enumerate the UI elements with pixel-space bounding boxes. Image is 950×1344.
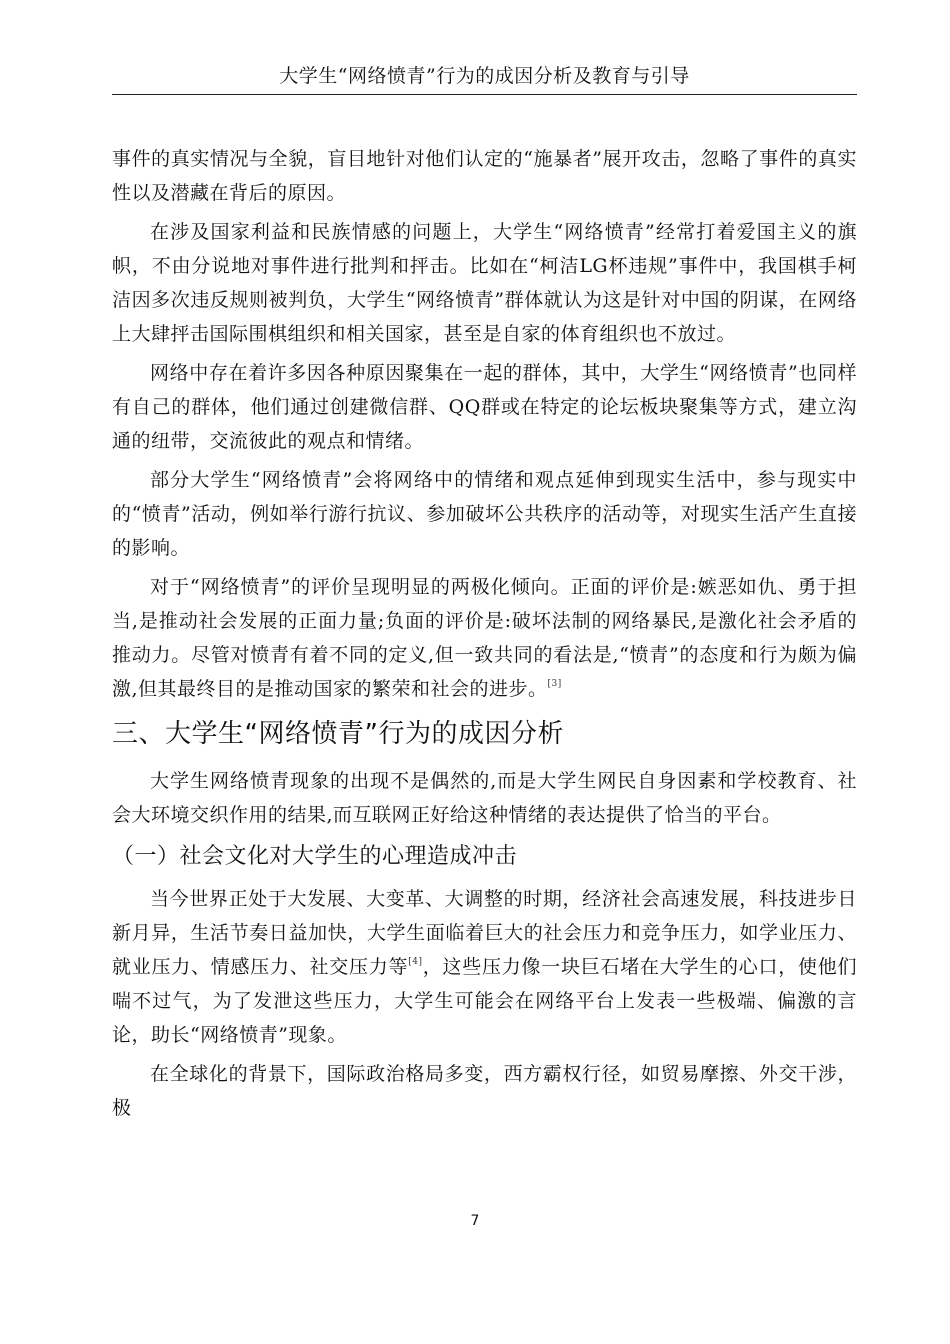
paragraph-patriotism: 在涉及国家利益和民族情感的问题上，大学生“网络愤青”经常打着爱国主义的旗帜，不由分说地对事件进行批判和抨击。比如在“柯洁LG杯违规”事件中，我国棋手柯洁因多次违反规则被判负，大学生“网络愤青”群体就认为这是针对中国的阴谋，在网络上大肆抨击国际围棋组织和相关国家，甚至是自家的体育组织也不放过。 [112, 221, 857, 345]
paragraph-real-life: 部分大学生“网络愤青”会将网络中的情绪和观点延伸到现实生活中，参与现实中的“愤青”活动，例如举行游行抗议、参加破坏公共秩序的活动等，对现实生活产生直接的影响。 [112, 469, 857, 559]
paragraph-evaluation [112, 570, 857, 706]
paragraph-groups: 网络中存在着许多因各种原因聚集在一起的群体，其中，大学生“网络愤青”也同样有自己的群体，他们通过创建微信群、QQ群或在特定的论坛板块聚集等方式，建立沟通的纽带，交流彼此的观点和情绪。 [112, 362, 857, 452]
running-header-title: 大学生“网络愤青”行为的成因分析及教育与引导 [279, 65, 690, 87]
paragraph-section-intro: 大学生网络愤青现象的出现不是偶然的,而是大学生网民自身因素和学校教育、社会大环境交织作用的结果,而互联网正好给这种情绪的表达提供了恰当的平台。 [112, 770, 857, 826]
page-body [112, 142, 857, 1125]
paragraph-pressure [112, 882, 857, 1052]
citation-ref: [4] [408, 957, 423, 967]
running-header [112, 62, 857, 95]
paragraph-evaluation-text: 对于“网络愤青”的评价呈现明显的两极化倾向。正面的评价是:嫉恶如仇、勇于担当,是推动社会发展的正面力量;负面的评价是:破坏法制的网络暴民,是激化社会矛盾的推动力。尽管对愤青有着不同的定义,但一致共同的看法是,“愤青”的态度和行为颇为偏激,但其最终目的是推动国家的繁荣和社会的进步。 [112, 576, 857, 700]
paragraph-globalization: 在全球化的背景下，国际政治格局多变，西方霸权行径，如贸易摩擦、外交干涉，极 [112, 1063, 857, 1119]
subsection-heading: （一）社会文化对大学生的心理造成冲击 [112, 844, 518, 869]
paragraph-pressure-text-b: ，这些压力像一块巨石堵在大学生的心口，使他们喘不过气，为了发泄这些压力，大学生可能会在网络平台上发表一些极端、偏激的言论，助长“网络愤青”现象。 [112, 956, 857, 1046]
paragraph-continued: 事件的真实情况与全貌，盲目地针对他们认定的“施暴者”展开攻击，忽略了事件的真实性以及潜藏在背后的原因。 [112, 148, 857, 204]
paragraph-pressure-text-a: 当今世界正处于大发展、大变革、大调整的时期，经济社会高速发展，科技进步日新月异，生活节奏日益加快，大学生面临着巨大的社会压力和竞争压力，如学业压力、就业压力、情感压力、社交压力等 [112, 888, 857, 978]
page-number: 7 [470, 1213, 480, 1229]
section-heading: 三、大学生“网络愤青”行为的成因分析 [112, 719, 564, 749]
citation-ref: [3] [547, 679, 562, 689]
